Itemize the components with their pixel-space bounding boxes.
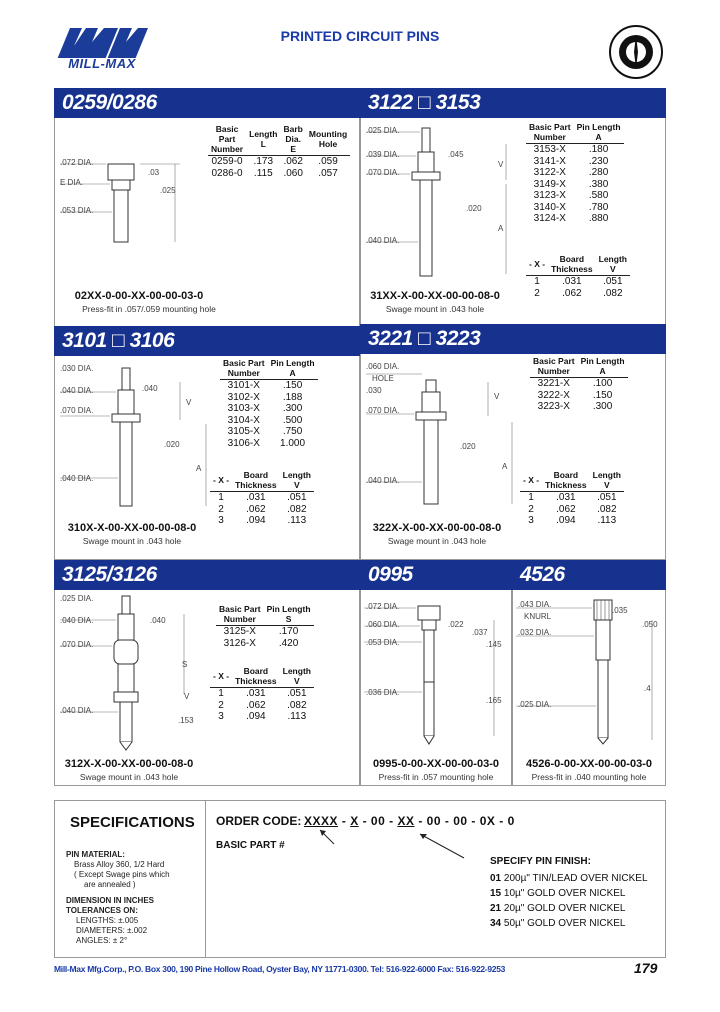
cell: .113 <box>597 515 617 526</box>
dim-4526-f: .4 <box>644 684 651 693</box>
code-part: - <box>444 814 450 828</box>
cell: .750 <box>282 426 303 437</box>
page-number: 179 <box>634 960 658 976</box>
dim-4526-g: .025 DIA. <box>518 700 552 709</box>
dim-3125-b: .040 DIA. <box>60 616 94 625</box>
code-part: - <box>341 814 347 828</box>
section-title-3125: 3125/3126 <box>54 560 360 590</box>
note-0259: Press-fit in .057/.059 mounting hole <box>82 304 216 314</box>
table-row <box>208 156 350 168</box>
dim-0995-e: .053 DIA. <box>366 638 400 647</box>
th: - X - <box>210 470 232 492</box>
dim-0259-d: .025 <box>160 186 176 195</box>
section-title-0259: 0259/0286 <box>54 88 360 118</box>
cell: 1 <box>218 492 224 503</box>
dim-4526-a: .043 DIA. <box>518 600 552 609</box>
cell: 3106-X <box>227 437 260 449</box>
note-3125: Swage mount in .043 hole <box>79 772 179 782</box>
cell: .100 <box>592 378 613 389</box>
dim-4526-b: KNURL <box>524 612 552 621</box>
cell: 3126-X <box>223 637 256 649</box>
cell: .150 <box>592 389 613 401</box>
order-arrows <box>206 800 506 870</box>
dim-3122-c: .045 <box>448 150 464 159</box>
code-part: 0 <box>507 814 515 828</box>
finish-code: 01 <box>490 873 502 884</box>
dim-0995-h: .165 <box>486 696 502 705</box>
cell: 3105-X <box>227 426 260 437</box>
cell: .031 <box>246 688 266 699</box>
dim-3125-e: S <box>182 660 188 669</box>
pin-drawing-3101 <box>60 362 210 512</box>
cell: 3103-X <box>227 403 260 414</box>
order-code-4526: 4526-0-00-XX-00-00-03-0 <box>526 758 652 770</box>
th: Basic Part Number <box>526 122 574 144</box>
cell: 3141-X <box>533 155 566 167</box>
cell: .780 <box>588 201 609 213</box>
dim-3122-b: .039 DIA. <box>366 150 400 159</box>
cell: 3 <box>218 515 224 526</box>
cell: 3140-X <box>533 201 566 213</box>
dim-3221-a: .060 DIA. <box>366 362 400 371</box>
cell: .031 <box>556 492 576 503</box>
table-0259 <box>208 124 350 179</box>
cell: 0259-0 <box>211 156 243 167</box>
th: Basic Part Number <box>216 604 264 626</box>
order-code-3125: 312X-X-00-XX-00-00-08-0 <box>64 758 194 770</box>
dim-0995-g: .036 DIA. <box>366 688 400 697</box>
table-row <box>526 144 624 156</box>
code-part: XX <box>397 814 415 828</box>
cell: .280 <box>588 167 609 178</box>
th: Length V <box>596 254 630 276</box>
finish-text: 200µ" TIN/LEAD OVER NICKEL <box>503 873 648 884</box>
cell: .051 <box>287 492 307 503</box>
finish-item <box>490 886 648 901</box>
dim-3101-d: .070 DIA. <box>60 406 94 415</box>
cell: 3153-X <box>533 144 566 155</box>
note-3221: Swage mount in .043 hole <box>387 536 487 546</box>
cell: 1 <box>528 492 534 503</box>
tol-angles: ANGLES: ± 2° <box>76 936 128 945</box>
cell: .031 <box>562 276 582 287</box>
dim-0995-f: .145 <box>486 640 502 649</box>
precision-seal <box>608 24 664 80</box>
cell: 3221-X <box>537 378 570 389</box>
table-row <box>210 515 314 527</box>
table-row <box>220 403 318 415</box>
table-row <box>220 415 318 427</box>
cell: .580 <box>588 190 609 201</box>
cell: .051 <box>603 276 623 287</box>
cell: .880 <box>588 213 609 224</box>
code-part: - <box>389 814 394 828</box>
cell: 3122-X <box>533 167 566 178</box>
cell: .062 <box>246 503 266 515</box>
dim-3101-a: .030 DIA. <box>60 364 94 373</box>
table-row <box>526 156 624 168</box>
cell: .500 <box>282 414 303 426</box>
cell: .082 <box>287 699 307 711</box>
code-part: 00 <box>453 814 468 828</box>
pin-drawing-0995 <box>364 596 510 746</box>
cell: .300 <box>282 403 303 414</box>
dim-3122-g: .040 DIA. <box>366 236 400 245</box>
cell: .051 <box>287 688 307 699</box>
dim-0995-a: .072 DIA. <box>366 602 400 611</box>
code-part: - <box>471 814 476 828</box>
logo-text: MILL-MAX <box>68 56 136 71</box>
code-part: - <box>362 814 368 828</box>
dim-3125-d: .070 DIA. <box>60 640 94 649</box>
table-row <box>216 626 314 638</box>
table-row <box>520 515 624 527</box>
code-part: XXXX <box>304 814 339 828</box>
board-table-3221 <box>520 470 624 527</box>
table-row <box>526 179 624 191</box>
table-row <box>220 426 318 438</box>
dim-3221-f: .020 <box>460 442 476 451</box>
dim-3221-b: HOLE <box>372 374 394 383</box>
order-code-3221: 322X-X-00-XX-00-00-08-0 <box>372 522 502 534</box>
pin-material-3: are annealed ) <box>84 880 136 889</box>
finish-code: 21 <box>490 903 502 914</box>
dim-3122-f: .020 <box>466 204 482 213</box>
dim-3221-g: .040 DIA. <box>366 476 400 485</box>
dim-0259-a: .072 DIA. <box>60 158 94 167</box>
note-4526: Press-fit in .040 mounting hole <box>531 772 647 782</box>
section-title-3101: 3101 □ 3106 <box>54 326 360 356</box>
dim-0995-c: .060 DIA. <box>366 620 400 629</box>
cell: 1 <box>218 688 224 699</box>
dim-3122-e: V <box>498 160 504 169</box>
cell: 3123-X <box>533 190 566 201</box>
th: Length V <box>280 470 314 492</box>
finish-item <box>490 916 648 931</box>
pin-drawing-3122 <box>366 124 516 284</box>
table-row <box>210 700 314 712</box>
table-row <box>520 504 624 516</box>
dimension-label: DIMENSION IN INCHES <box>66 896 155 905</box>
table-3125 <box>216 604 314 649</box>
code-part: - <box>499 814 504 828</box>
th: Basic Part Number <box>220 358 268 380</box>
cell: 3125-X <box>223 626 256 637</box>
table-row <box>210 688 314 700</box>
dim-3101-h: A <box>196 464 202 473</box>
section-title-3122: 3122 □ 3153 <box>360 88 666 118</box>
cell: .062 <box>283 156 303 167</box>
section-title-0995: 0995 <box>360 560 512 590</box>
cell: .060 <box>283 167 303 179</box>
code-part: X <box>350 814 359 828</box>
dim-3125-g: .040 DIA. <box>60 706 94 715</box>
table-row <box>526 167 624 179</box>
th: Length V <box>590 470 624 492</box>
cell: .230 <box>588 155 609 167</box>
dim-3101-c: .040 <box>142 384 158 393</box>
finish-code: 15 <box>490 888 502 899</box>
cell: .051 <box>597 492 617 503</box>
code-part: 00 <box>370 814 386 828</box>
cell: .031 <box>246 492 266 503</box>
th: Board Thickness <box>232 470 280 492</box>
table-row <box>520 492 624 504</box>
dim-3122-h: A <box>498 224 504 233</box>
code-part: 00 <box>426 814 442 828</box>
cell: 1 <box>534 276 540 287</box>
order-code-0995: 0995-0-00-XX-00-00-03-0 <box>373 758 499 770</box>
th: Length V <box>280 666 314 688</box>
cell: .300 <box>592 401 613 412</box>
table-3101 <box>220 358 318 449</box>
dim-4526-e: .050 <box>642 620 658 629</box>
th-0259-0: Basic Part Number <box>208 124 246 156</box>
tol-lengths: LENGTHS: ±.005 <box>76 916 139 925</box>
board-table-3122 <box>526 254 630 299</box>
th: Basic Part Number <box>530 356 578 378</box>
order-code-0259: 02XX-0-00-XX-00-00-03-0 <box>74 290 204 302</box>
finish-text: 20µ" GOLD OVER NICKEL <box>503 903 626 914</box>
finish-list <box>490 871 648 931</box>
finish-item <box>490 871 648 886</box>
dim-3122-a: .025 DIA. <box>366 126 400 135</box>
logo <box>52 22 152 72</box>
cell: .420 <box>278 637 299 649</box>
section-title-3221: 3221 □ 3223 <box>360 324 666 354</box>
cell: .082 <box>603 287 623 299</box>
table-row <box>210 492 314 504</box>
table-row <box>526 202 624 214</box>
dim-3101-g: .040 DIA. <box>60 474 94 483</box>
table-row <box>526 213 624 225</box>
tolerances-label: TOLERANCES ON: <box>66 906 138 915</box>
specifications-title: SPECIFICATIONS <box>70 814 195 831</box>
table-row <box>220 380 318 392</box>
cell: 3149-X <box>533 178 566 190</box>
cell: 2 <box>218 699 224 711</box>
dim-3125-c: .040 <box>150 616 166 625</box>
cell: .062 <box>562 287 582 299</box>
finish-item <box>490 901 648 916</box>
cell: 3223-X <box>537 401 570 412</box>
th: Board Thickness <box>548 254 596 276</box>
dim-4526-c: .032 DIA. <box>518 628 552 637</box>
table-row <box>220 438 318 450</box>
th: - X - <box>526 254 548 276</box>
table-3122 <box>526 122 624 225</box>
th: - X - <box>210 666 232 688</box>
cell: .094 <box>246 711 266 722</box>
finish-code: 34 <box>490 918 502 929</box>
finish-label: SPECIFY PIN FINISH: <box>490 856 591 867</box>
cell: 0286-0 <box>211 167 243 179</box>
th: - X - <box>520 470 542 492</box>
cell: .150 <box>282 380 303 391</box>
cell: .113 <box>287 711 307 722</box>
cell: 3124-X <box>533 213 566 224</box>
pin-material-2: ( Except Swage pins which <box>74 870 170 879</box>
order-code-3122: 31XX-X-00-XX-00-00-08-0 <box>370 290 500 302</box>
cell: 2 <box>528 503 534 515</box>
table-row <box>530 401 628 413</box>
table-row <box>526 288 630 300</box>
cell: .173 <box>253 156 274 167</box>
dim-3221-h: A <box>502 462 508 471</box>
finish-text: 10µ" GOLD OVER NICKEL <box>503 888 626 899</box>
th: Board Thickness <box>542 470 590 492</box>
tol-diameters: DIAMETERS: ±.002 <box>76 926 148 935</box>
th: Pin Length A <box>574 122 624 144</box>
cell: .115 <box>253 167 273 179</box>
table-row <box>526 190 624 202</box>
cell: .094 <box>246 515 266 526</box>
table-row <box>210 711 314 723</box>
dim-3221-c: .030 <box>366 386 382 395</box>
finish-text: 50µ" GOLD OVER NICKEL <box>503 918 626 929</box>
dim-3221-e: V <box>494 392 500 401</box>
cell: 2 <box>218 503 224 515</box>
dim-3125-f: V <box>184 692 190 701</box>
cell: .188 <box>282 391 303 403</box>
pin-material-1: Brass Alloy 360, 1/2 Hard <box>74 860 165 869</box>
cell: 3104-X <box>227 414 260 426</box>
th: Pin Length A <box>578 356 628 378</box>
dim-0995-d: .037 <box>472 628 488 637</box>
cell: .082 <box>287 503 307 515</box>
th: Pin Length A <box>268 358 318 380</box>
cell: 3222-X <box>537 389 570 401</box>
section-title-4526: 4526 <box>512 560 666 590</box>
cell: 2 <box>534 287 540 299</box>
cell: 3 <box>218 711 224 722</box>
cell: .113 <box>287 515 307 526</box>
dim-3221-d: .070 DIA. <box>366 406 400 415</box>
table-row <box>208 168 350 180</box>
dim-3101-e: V <box>186 398 192 407</box>
table-3221 <box>530 356 628 413</box>
cell: .094 <box>556 515 576 526</box>
dim-0259-e: .053 DIA. <box>60 206 94 215</box>
cell: 3101-X <box>227 380 260 391</box>
cell: 3102-X <box>227 391 260 403</box>
dim-4526-d: .035 <box>612 606 628 615</box>
code-part: 0X <box>479 814 496 828</box>
basic-part-label: BASIC PART # <box>216 840 285 851</box>
page-title: PRINTED CIRCUIT PINS <box>280 28 440 44</box>
dim-0259-c: .03 <box>148 168 160 177</box>
th: Board Thickness <box>232 666 280 688</box>
board-table-3125 <box>210 666 314 723</box>
dim-3125-a: .025 DIA. <box>60 594 94 603</box>
table-row <box>530 378 628 390</box>
board-table-3101 <box>210 470 314 527</box>
cell: .082 <box>597 503 617 515</box>
cell: .062 <box>246 699 266 711</box>
table-row <box>526 276 630 288</box>
dim-3125-h: .153 <box>178 716 194 725</box>
cell: .180 <box>588 144 609 155</box>
th: Pin Length S <box>264 604 314 626</box>
cell: .057 <box>318 167 338 179</box>
dim-3122-d: .070 DIA. <box>366 168 400 177</box>
table-row <box>210 504 314 516</box>
footer-address: Mill-Max Mfg.Corp., P.O. Box 300, 190 Pine Hollow Road, Oyster Bay, NY 11771-0300. Tel: 516-922-6000 Fax: 516-922-9253 <box>54 964 506 974</box>
order-code-3101: 310X-X-00-XX-00-00-08-0 <box>67 522 197 534</box>
table-row <box>216 638 314 650</box>
dim-0259-b: E DIA. <box>60 178 84 187</box>
dim-0995-b: .022 <box>448 620 464 629</box>
cell: .170 <box>278 626 299 637</box>
dim-3101-b: .040 DIA. <box>60 386 94 395</box>
note-0995: Press-fit in .057 mounting hole <box>378 772 494 782</box>
cell: .380 <box>588 178 609 190</box>
th-0259-2: Barb Dia. E <box>280 124 305 156</box>
cell: 3 <box>528 515 534 526</box>
order-code-label: ORDER CODE: <box>216 814 302 828</box>
th-0259-3: Mounting Hole <box>306 124 350 156</box>
cell: 1.000 <box>280 437 306 449</box>
cell: .062 <box>556 503 576 515</box>
table-row <box>530 390 628 402</box>
pin-material-label: PIN MATERIAL: <box>66 850 125 859</box>
th-0259-1: Length L <box>246 124 280 156</box>
note-3101: Swage mount in .043 hole <box>82 536 182 546</box>
table-row <box>220 392 318 404</box>
dim-3101-f: .020 <box>164 440 180 449</box>
code-part: - <box>418 814 423 828</box>
cell: .059 <box>318 156 338 167</box>
note-3122: Swage mount in .043 hole <box>385 304 485 314</box>
